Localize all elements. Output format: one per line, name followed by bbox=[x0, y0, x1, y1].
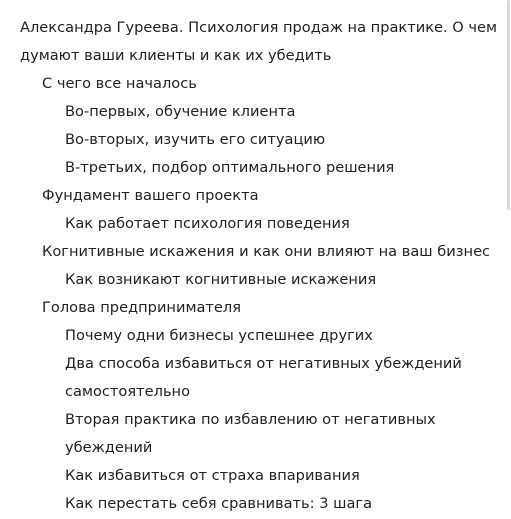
toc-section-4-5[interactable]: Как перестать себя сравнивать: 3 шага bbox=[65, 495, 373, 512]
book-title[interactable]: Александра Гуреева. Психология продаж на практике. О чем думают ваши клиенты и как их убедить bbox=[20, 19, 498, 64]
toc-section-4-3[interactable]: Вторая практика по избавлению от негативных убеждений bbox=[65, 411, 436, 456]
scrollbar-thumb[interactable] bbox=[507, 0, 510, 210]
toc-section-4-1[interactable]: Почему одни бизнесы успешнее других bbox=[65, 327, 373, 344]
toc-section-4-4[interactable]: Как избавиться от страха впаривания bbox=[65, 467, 360, 484]
toc-chapter-2[interactable]: Фундамент вашего проекта bbox=[42, 187, 259, 204]
toc-section-2-1[interactable]: Как работает психология поведения bbox=[65, 215, 350, 232]
toc-chapter-3[interactable]: Когнитивные искажения и как они влияют на ваш бизнес bbox=[42, 243, 491, 260]
toc-section-1-3[interactable]: В-третьих, подбор оптимального решения bbox=[65, 159, 395, 176]
vertical-scrollbar[interactable] bbox=[505, 0, 511, 519]
toc-chapter-4[interactable]: Голова предпринимателя bbox=[42, 299, 241, 316]
toc-section-3-1[interactable]: Как возникают когнитивные искажения bbox=[65, 271, 377, 288]
toc-section-4-2[interactable]: Два способа избавиться от негативных убеждений самостоятельно bbox=[65, 355, 462, 400]
toc-section-1-1[interactable]: Во-первых, обучение клиента bbox=[65, 103, 296, 120]
toc-section-1-2[interactable]: Во-вторых, изучить его ситуацию bbox=[65, 131, 326, 148]
toc-chapter-1[interactable]: С чего все началось bbox=[42, 75, 197, 92]
